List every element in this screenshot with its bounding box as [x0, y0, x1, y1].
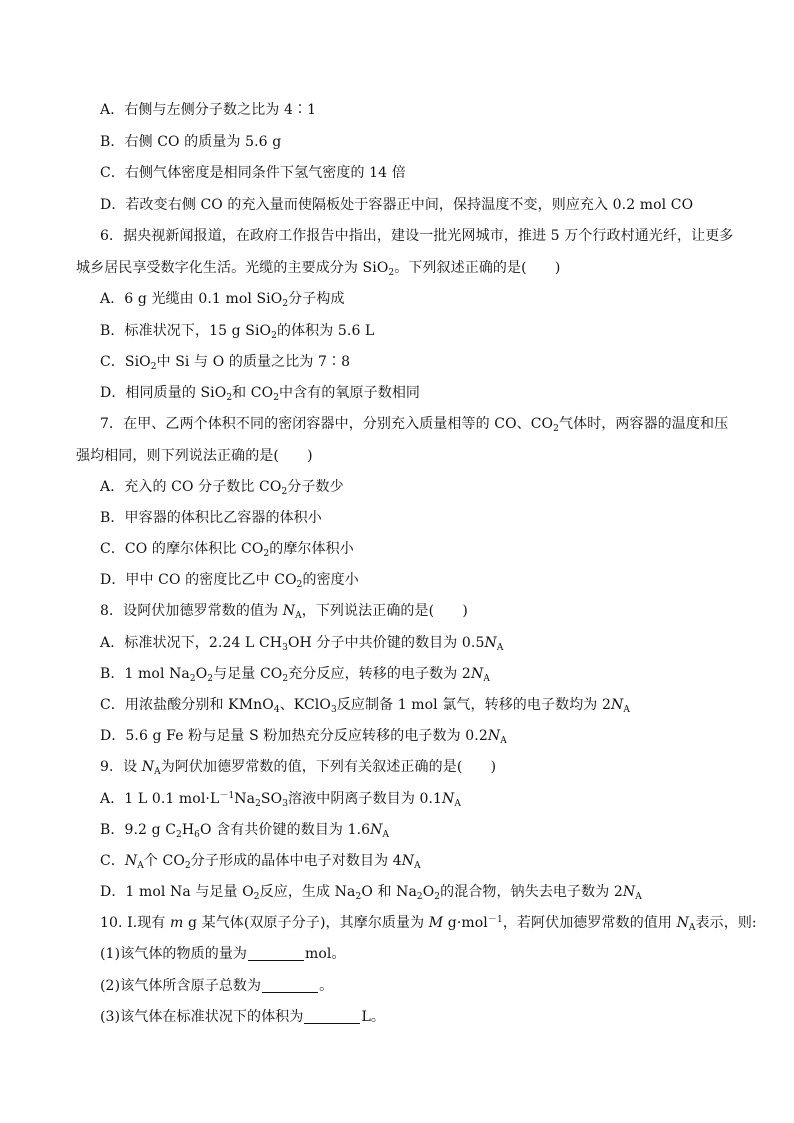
q7-stem-line1: 7．在甲、乙两个体积不同的密闭容器中，分别充入质量相等的 CO、$CO_2$气体时，两容器的温度和压: [100, 416, 729, 434]
q7-option-b: B．甲容器的体积比乙容器的体积小: [100, 510, 322, 526]
q9-option-b: B．9.2 g $C_2H_6O$ 含有共价键的数目为 $1.6N_A$: [100, 822, 390, 840]
q9-option-d: D．1 mol Na 与足量 $O_2$反应，生成 $Na_2O$ 和 $Na_2O_2$的混合物，钠失去电子数为 $2N_A$: [100, 884, 642, 902]
q5-option-b: B．右侧 CO 的质量为 5.6 g: [100, 134, 282, 150]
q9-stem: 9．设 $N_A$为阿伏加德罗常数的值，下列有关叙述正确的是( ): [100, 759, 497, 777]
answer-blank[interactable]: [262, 978, 318, 993]
q8-stem: 8．设阿伏加德罗常数的值为 $N_A$，下列说法正确的是( ): [100, 603, 468, 621]
q10-part-3: (3)该气体在标准状况下的体积为 L。: [100, 1009, 385, 1025]
q8-option-c: C．用浓盐酸分别和 KMnO$_4$、KClO$_3$反应制备 1 mol 氯气，转移的电子数均为 $2N_A$: [100, 697, 630, 715]
q6-option-a: A．6 g 光缆由 0.1 mol SiO$_2$分子构成: [100, 291, 345, 309]
q7-option-c: C．CO 的摩尔体积比 $CO_2$的摩尔体积小: [100, 541, 354, 559]
answer-blank[interactable]: [304, 1009, 360, 1024]
q9-option-c: C．$N_A$个 $CO_2$分子形成的晶体中电子对数目为 $4N_A$: [100, 853, 421, 871]
q7-option-a: A．充入的 CO 分子数比 $CO_2$分子数少: [100, 479, 344, 497]
q10-part-2: (2)该气体所含原子总数为 。: [100, 978, 334, 994]
q6-stem-line1: 6．据央视新闻报道，在政府工作报告中指出，建设一批光网城市，推进 5 万个行政村通光纤，让更多: [100, 228, 734, 244]
q5-option-a: A．右侧与左侧分子数之比为 4∶1: [100, 102, 317, 118]
q5-option-d: D．若改变右侧 CO 的充入量而使隔板处于容器正中间，保持温度不变，则应充入 0.2 mol CO: [100, 197, 694, 213]
q10-stem: 10. Ⅰ.现有 m g 某气体(双原子分子)，其摩尔质量为 M g·mol$^{-1}$，若阿伏加德罗常数的值用 $N_A$表示，则:: [100, 915, 757, 933]
q8-option-b: B．1 mol $Na_2O_2$与足量 $CO_2$充分反应，转移的电子数为 $2N_A$: [100, 666, 490, 684]
q6-stem-line2: 城乡居民享受数字化生活。光缆的主要成分为 SiO$_2$。下列叙述正确的是( ): [76, 260, 561, 278]
q6-option-c: C．SiO$_2$中 Si 与 O 的质量之比为 7∶8: [100, 354, 351, 372]
q7-option-d: D．甲中 CO 的密度比乙中 $CO_2$的密度小: [100, 572, 359, 590]
q9-option-a: A．1 L 0.1 $mol\cdot L^{-1}Na_2SO_3$溶液中阴离子数目为 $0.1N_A$: [100, 791, 462, 809]
q5-option-c: C．右侧气体密度是相同条件下氢气密度的 14 倍: [100, 165, 406, 181]
q8-option-d: D．5.6 g Fe 粉与足量 S 粉加热充分反应转移的电子数为 $0.2N_A$: [100, 728, 507, 746]
q7-stem-line2: 强均相同，则下列说法正确的是( ): [76, 448, 313, 464]
q6-option-d: D．相同质量的 SiO$_2$和 $CO_2$中含有的氧原子数相同: [100, 385, 421, 403]
q8-option-a: A．标准状况下，2.24 L $CH_3OH$ 分子中共价键的数目为 $0.5N_A$: [100, 635, 504, 653]
q10-part-1: (1)该气体的物质的量为 mol。: [100, 946, 346, 962]
answer-blank[interactable]: [248, 946, 304, 961]
q6-option-b: B．标准状况下，15 g SiO$_2$的体积为 5.6 L: [100, 323, 375, 341]
